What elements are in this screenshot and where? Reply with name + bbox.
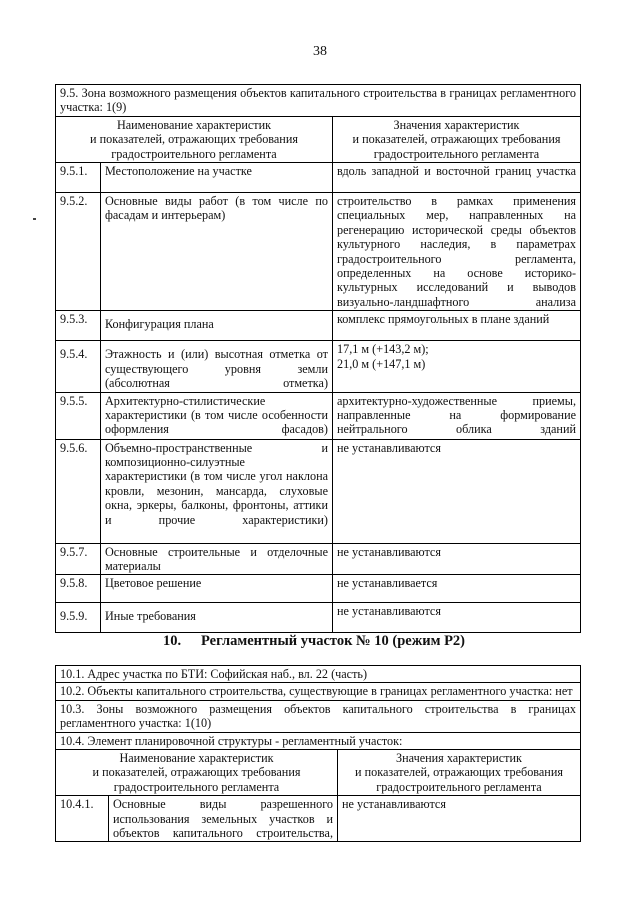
row-number: 9.5.6. bbox=[56, 439, 101, 543]
existing-objects-row: 10.2. Объекты капитального строительства, существующие в границах регламентного участка: нет bbox=[56, 683, 581, 700]
header-right: Значения характеристик и показателей, отражающих требования градостроительного регламента bbox=[338, 750, 581, 796]
section-heading bbox=[163, 633, 465, 650]
table-header-row bbox=[56, 116, 581, 162]
table-header-row bbox=[56, 750, 581, 796]
table-row bbox=[56, 439, 581, 543]
row-number: 9.5.9. bbox=[56, 603, 101, 633]
table-row bbox=[56, 732, 581, 749]
row-number: 9.5.5. bbox=[56, 392, 101, 439]
table-row bbox=[56, 700, 581, 732]
row-value: не устанавливается bbox=[333, 575, 581, 603]
page-number: 38 bbox=[313, 44, 327, 59]
row-value: не устанавливаются bbox=[333, 439, 581, 543]
table-row bbox=[56, 392, 581, 439]
table-row bbox=[56, 666, 581, 683]
row-name: Конфигурация плана bbox=[101, 311, 333, 341]
row-name: Основные виды разрешенного использования земельных участков и объектов капитального строительства, bbox=[109, 796, 338, 842]
address-row: 10.1. Адрес участка по БТИ: Софийская наб., вл. 22 (часть) bbox=[56, 666, 581, 683]
table-row bbox=[56, 543, 581, 575]
row-value: не устанавливаются bbox=[333, 543, 581, 575]
table-row bbox=[56, 163, 581, 193]
zone-title: 9.5. Зона возможного размещения объектов капитального строительства в границах регламентного участка: 1(9) bbox=[56, 85, 581, 117]
row-number: 9.5.2. bbox=[56, 193, 101, 311]
row-value: вдоль западной и восточной границ участка bbox=[333, 163, 581, 193]
row-value: строительство в рамках применения специальных мер, направленных на регенерацию исторической среды объектов культурного наследия, в параметрах градостроительного регламента, определенных на основе историко-культурных исследований и выводов визуально-ландшафтного анализа bbox=[333, 193, 581, 311]
row-number: 9.5.1. bbox=[56, 163, 101, 193]
row-number: 9.5.4. bbox=[56, 341, 101, 392]
header-left: Наименование характеристик и показателей, отражающих требования градостроительного регламента bbox=[56, 116, 333, 162]
row-number: 9.5.7. bbox=[56, 543, 101, 575]
table-row bbox=[56, 85, 581, 117]
row-number: 9.5.8. bbox=[56, 575, 101, 603]
zone-characteristics-table bbox=[55, 84, 581, 633]
section-number: 10. bbox=[163, 633, 182, 649]
table-row bbox=[56, 193, 581, 311]
table-row bbox=[56, 311, 581, 341]
row-value: не устанавливаются bbox=[338, 796, 581, 842]
row-value: архитектурно-художественные приемы, направленные на формирование нейтрального облика зданий bbox=[333, 392, 581, 439]
row-name: Основные виды работ (в том числе по фасадам и интерьерам) bbox=[101, 193, 333, 311]
row-name: Архитектурно-стилистические характеристики (в том числе особенности оформления фасадов) bbox=[101, 392, 333, 439]
table-row bbox=[56, 796, 581, 842]
table-row bbox=[56, 683, 581, 700]
row-name: Цветовое решение bbox=[101, 575, 333, 603]
row-name: Иные требования bbox=[101, 603, 333, 633]
row-name: Местоположение на участке bbox=[101, 163, 333, 193]
row-name: Основные строительные и отделочные материалы bbox=[101, 543, 333, 575]
row-value: 17,1 м (+143,2 м); 21,0 м (+147,1 м) bbox=[333, 341, 581, 392]
planning-element-row: 10.4. Элемент планировочной структуры - регламентный участок: bbox=[56, 732, 581, 749]
row-number: 10.4.1. bbox=[56, 796, 109, 842]
section10-table bbox=[55, 665, 581, 842]
row-name: Этажность и (или) высотная отметка от существующего уровня земли (абсолютная отметка) bbox=[101, 341, 333, 392]
table-row bbox=[56, 575, 581, 603]
table-row bbox=[56, 341, 581, 392]
header-right: Значения характеристик и показателей, отражающих требования градостроительного регламента bbox=[333, 116, 581, 162]
row-number: 9.5.3. bbox=[56, 311, 101, 341]
row-value: комплекс прямоугольных в плане зданий bbox=[333, 311, 581, 341]
zones-row: 10.3. Зоны возможного размещения объектов капитального строительства в границах регламентного участка: 1(10) bbox=[56, 700, 581, 732]
table-row bbox=[56, 603, 581, 633]
scan-mark bbox=[33, 218, 36, 220]
row-value: не устанавливаются bbox=[333, 603, 581, 633]
header-left: Наименование характеристик и показателей, отражающих требования градостроительного регламента bbox=[56, 750, 338, 796]
section-title: Регламентный участок № 10 (режим Р2) bbox=[201, 633, 466, 649]
row-name: Объемно-пространственные и композиционно-силуэтные характеристики (в том числе угол наклона кровли, мезонин, мансарда, слуховые окна, эркеры, балконы, фронтоны, аттики и прочие характеристики) bbox=[101, 439, 333, 543]
